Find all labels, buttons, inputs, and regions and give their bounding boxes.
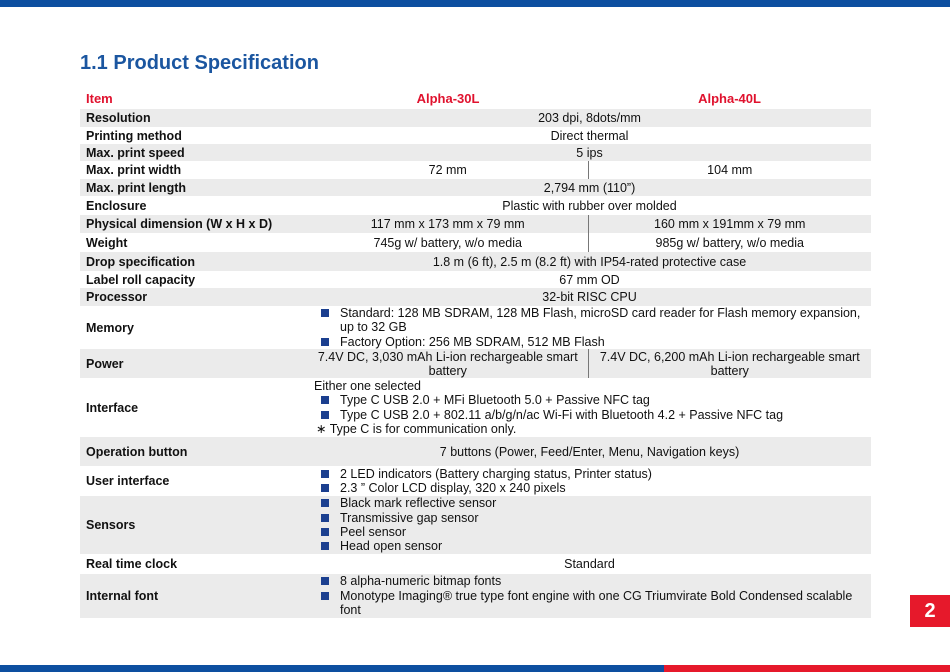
list-item: Monotype Imaging® true type font engine with one CG Triumvirate Bold Condensed scalable font [340, 589, 865, 618]
table-row [80, 179, 871, 196]
internal-font-list [314, 574, 865, 617]
row-label: Label roll capacity [86, 272, 196, 287]
list-item: Standard: 128 MB SDRAM, 128 MB Flash, microSD card reader for Flash memory expansion, up to 32 GB [340, 306, 865, 335]
row-value-alpha-40l: 104 mm [588, 161, 871, 179]
row-label: Weight [86, 235, 128, 250]
list-item: Factory Option: 256 MB SDRAM, 512 MB Flash [340, 335, 865, 349]
list-item: Type C USB 2.0 + 802.11 a/b/g/n/ac Wi-Fi with Bluetooth 4.2 + Passive NFC tag [340, 408, 865, 422]
row-value [308, 378, 871, 437]
row-value: 5 ips [308, 144, 871, 161]
spec-table [80, 89, 871, 618]
row-label: Internal font [80, 574, 308, 618]
row-label: Enclosure [86, 198, 147, 213]
row-value: 67 mm OD [559, 272, 620, 287]
row-label: User interface [86, 474, 170, 489]
table-row [80, 144, 871, 161]
table-row [80, 196, 871, 215]
row-label: Max. print speed [80, 144, 308, 161]
row-value: 1.8 m (6 ft), 2.5 m (8.2 ft) with IP54-rated protective case [308, 252, 871, 271]
table-row [80, 306, 871, 349]
list-item: Type C USB 2.0 + MFi Bluetooth 5.0 + Passive NFC tag [340, 393, 865, 407]
list-item: 2.3 ” Color LCD display, 320 x 240 pixels [340, 481, 865, 495]
row-label: Interface [86, 400, 139, 415]
row-label: Memory [86, 320, 134, 335]
row-label: Resolution [80, 109, 308, 127]
row-label: Printing method [86, 128, 182, 143]
row-value: Standard [564, 556, 615, 571]
row-label: Max. print width [86, 163, 182, 177]
row-value [308, 574, 871, 618]
table-row [80, 271, 871, 288]
row-value: Direct thermal [550, 128, 629, 143]
top-accent-bar [0, 0, 950, 7]
table-row [80, 437, 871, 466]
row-value [308, 306, 871, 349]
list-item: 2 LED indicators (Battery charging status, Printer status) [340, 467, 865, 481]
row-label: Power [80, 349, 308, 378]
row-value: 203 dpi, 8dots/mm [308, 109, 871, 127]
column-header-alpha-40l: Alpha-40L [698, 91, 761, 106]
row-value [308, 466, 871, 496]
table-row [80, 574, 871, 618]
row-value [308, 496, 871, 554]
page-title: 1.1 Product Specification [80, 52, 319, 74]
list-item: Black mark reflective sensor [340, 496, 865, 510]
list-item: Transmissive gap sensor [340, 511, 865, 525]
row-label: Drop specification [80, 252, 308, 271]
row-label: Physical dimension (W x H x D) [80, 215, 308, 233]
table-row [80, 215, 871, 233]
table-row [80, 109, 871, 127]
row-value-alpha-40l: 7.4V DC, 6,200 mAh Li-ion rechargeable smart battery [588, 349, 871, 378]
table-row [80, 288, 871, 306]
memory-list [314, 306, 865, 349]
list-item: Peel sensor [340, 525, 865, 539]
sensors-list [314, 496, 865, 554]
row-value-alpha-30l: 7.4V DC, 3,030 mAh Li-ion rechargeable smart battery [308, 349, 588, 378]
page-number-badge: 2 [910, 595, 950, 627]
row-value: Plastic with rubber over molded [502, 198, 677, 213]
table-row [80, 161, 871, 179]
list-item: Head open sensor [340, 539, 865, 553]
table-row [80, 127, 871, 144]
row-label: Max. print length [80, 179, 308, 196]
table-header-row [80, 89, 871, 109]
row-value-alpha-30l: 72 mm [428, 163, 467, 177]
interface-intro: Either one selected [314, 378, 422, 393]
table-row [80, 378, 871, 437]
row-value: 7 buttons (Power, Feed/Enter, Menu, Navigation keys) [308, 437, 871, 466]
interface-note: ∗ Type C is for communication only. [316, 422, 517, 437]
list-item: 8 alpha-numeric bitmap fonts [340, 574, 865, 588]
table-row [80, 349, 871, 378]
column-header-item: Item [86, 91, 113, 106]
table-row [80, 466, 871, 496]
row-label: Sensors [80, 496, 308, 554]
table-row [80, 233, 871, 252]
row-label: Operation button [80, 437, 308, 466]
row-label: Processor [80, 288, 308, 306]
row-value: 32-bit RISC CPU [308, 288, 871, 306]
row-value-alpha-40l: 160 mm x 191mm x 79 mm [588, 215, 871, 233]
table-row [80, 496, 871, 554]
table-row [80, 554, 871, 574]
row-value: 2,794 mm (110”) [308, 179, 871, 196]
row-value-alpha-30l: 745g w/ battery, w/o media [373, 235, 522, 250]
bottom-red-accent [664, 665, 950, 672]
interface-list [314, 393, 865, 422]
row-value-alpha-30l: 117 mm x 173 mm x 79 mm [308, 215, 588, 233]
row-label: Real time clock [86, 556, 178, 571]
row-value-alpha-40l: 985g w/ battery, w/o media [588, 233, 871, 252]
table-row [80, 252, 871, 271]
column-header-alpha-30l: Alpha-30L [416, 91, 480, 106]
user-interface-list [314, 467, 865, 496]
